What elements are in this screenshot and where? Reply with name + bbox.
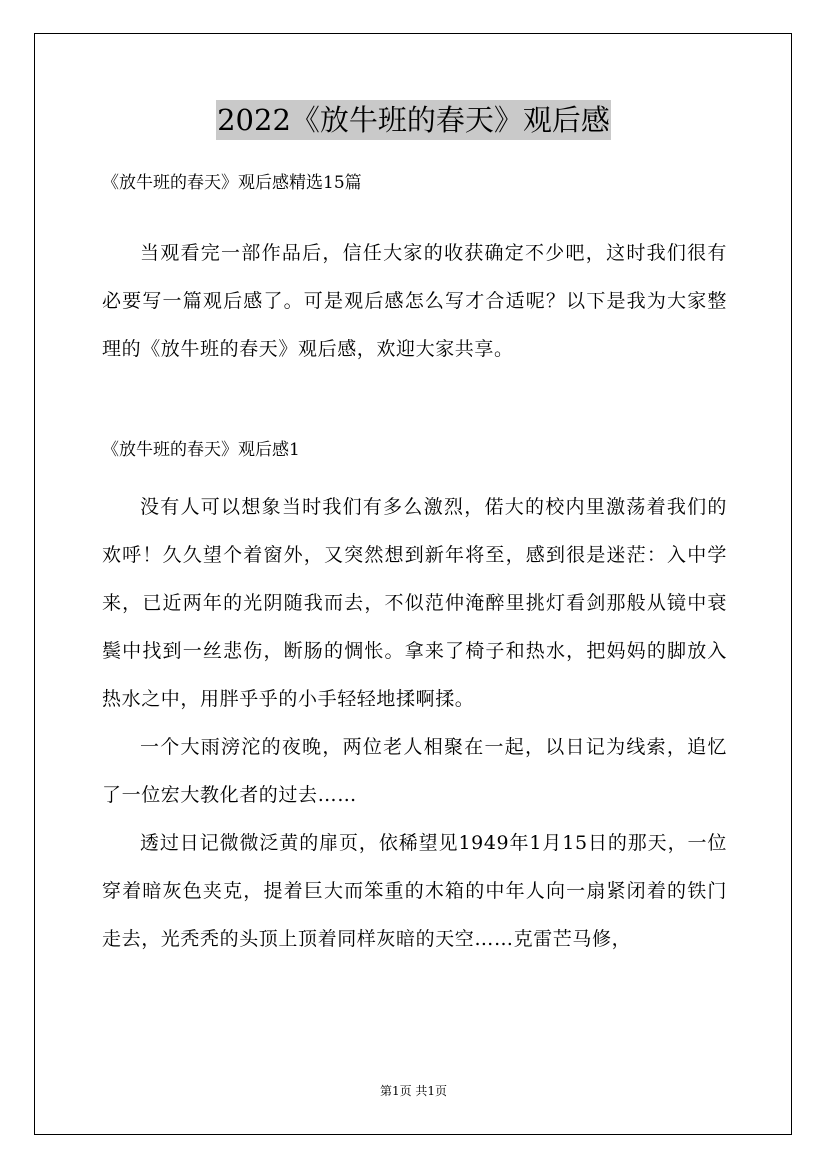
title-container	[0, 100, 827, 140]
body-paragraph: 透过日记微微泛黄的扉页，依稀望见1949年1月15日的那天，一位穿着暗灰色夹克，提着巨大而笨重的木箱的中年人向一扇紧闭着的铁门走去，光秃秃的头顶上顶着同样灰暗的天空……克雷芒马修，	[102, 832, 727, 950]
page-footer: 第1页 共1页	[379, 1084, 448, 1098]
section-heading: 《放牛班的春天》观后感1	[102, 440, 300, 460]
document-title: 2022《放牛班的春天》观后感	[216, 100, 611, 140]
intro-paragraph: 当观看完一部作品后，信任大家的收获确定不少吧，这时我们很有必要写一篇观后感了。可是观后感怎么写才合适呢？以下是我为大家整理的《放牛班的春天》观后感，欢迎大家共享。	[102, 242, 727, 360]
body-paragraph: 一个大雨滂沱的夜晚，两位老人相聚在一起，以日记为线索，追忆了一位宏大教化者的过去……	[102, 736, 727, 806]
document-subtitle: 《放牛班的春天》观后感精选15篇	[102, 173, 362, 193]
body-paragraph: 没有人可以想象当时我们有多么激烈，偌大的校内里激荡着我们的欢呼！久久望个着窗外，又突然想到新年将至，感到很是迷茫：入中学来，已近两年的光阴随我而去，不似范仲淹醉里挑灯看剑那般从镜中衰鬓中找到一丝悲伤，断肠的惆怅。拿来了椅子和热水，把妈妈的脚放入热水之中，用胖乎乎的小手轻轻地揉啊揉。	[102, 496, 727, 710]
document-body	[102, 170, 727, 963]
